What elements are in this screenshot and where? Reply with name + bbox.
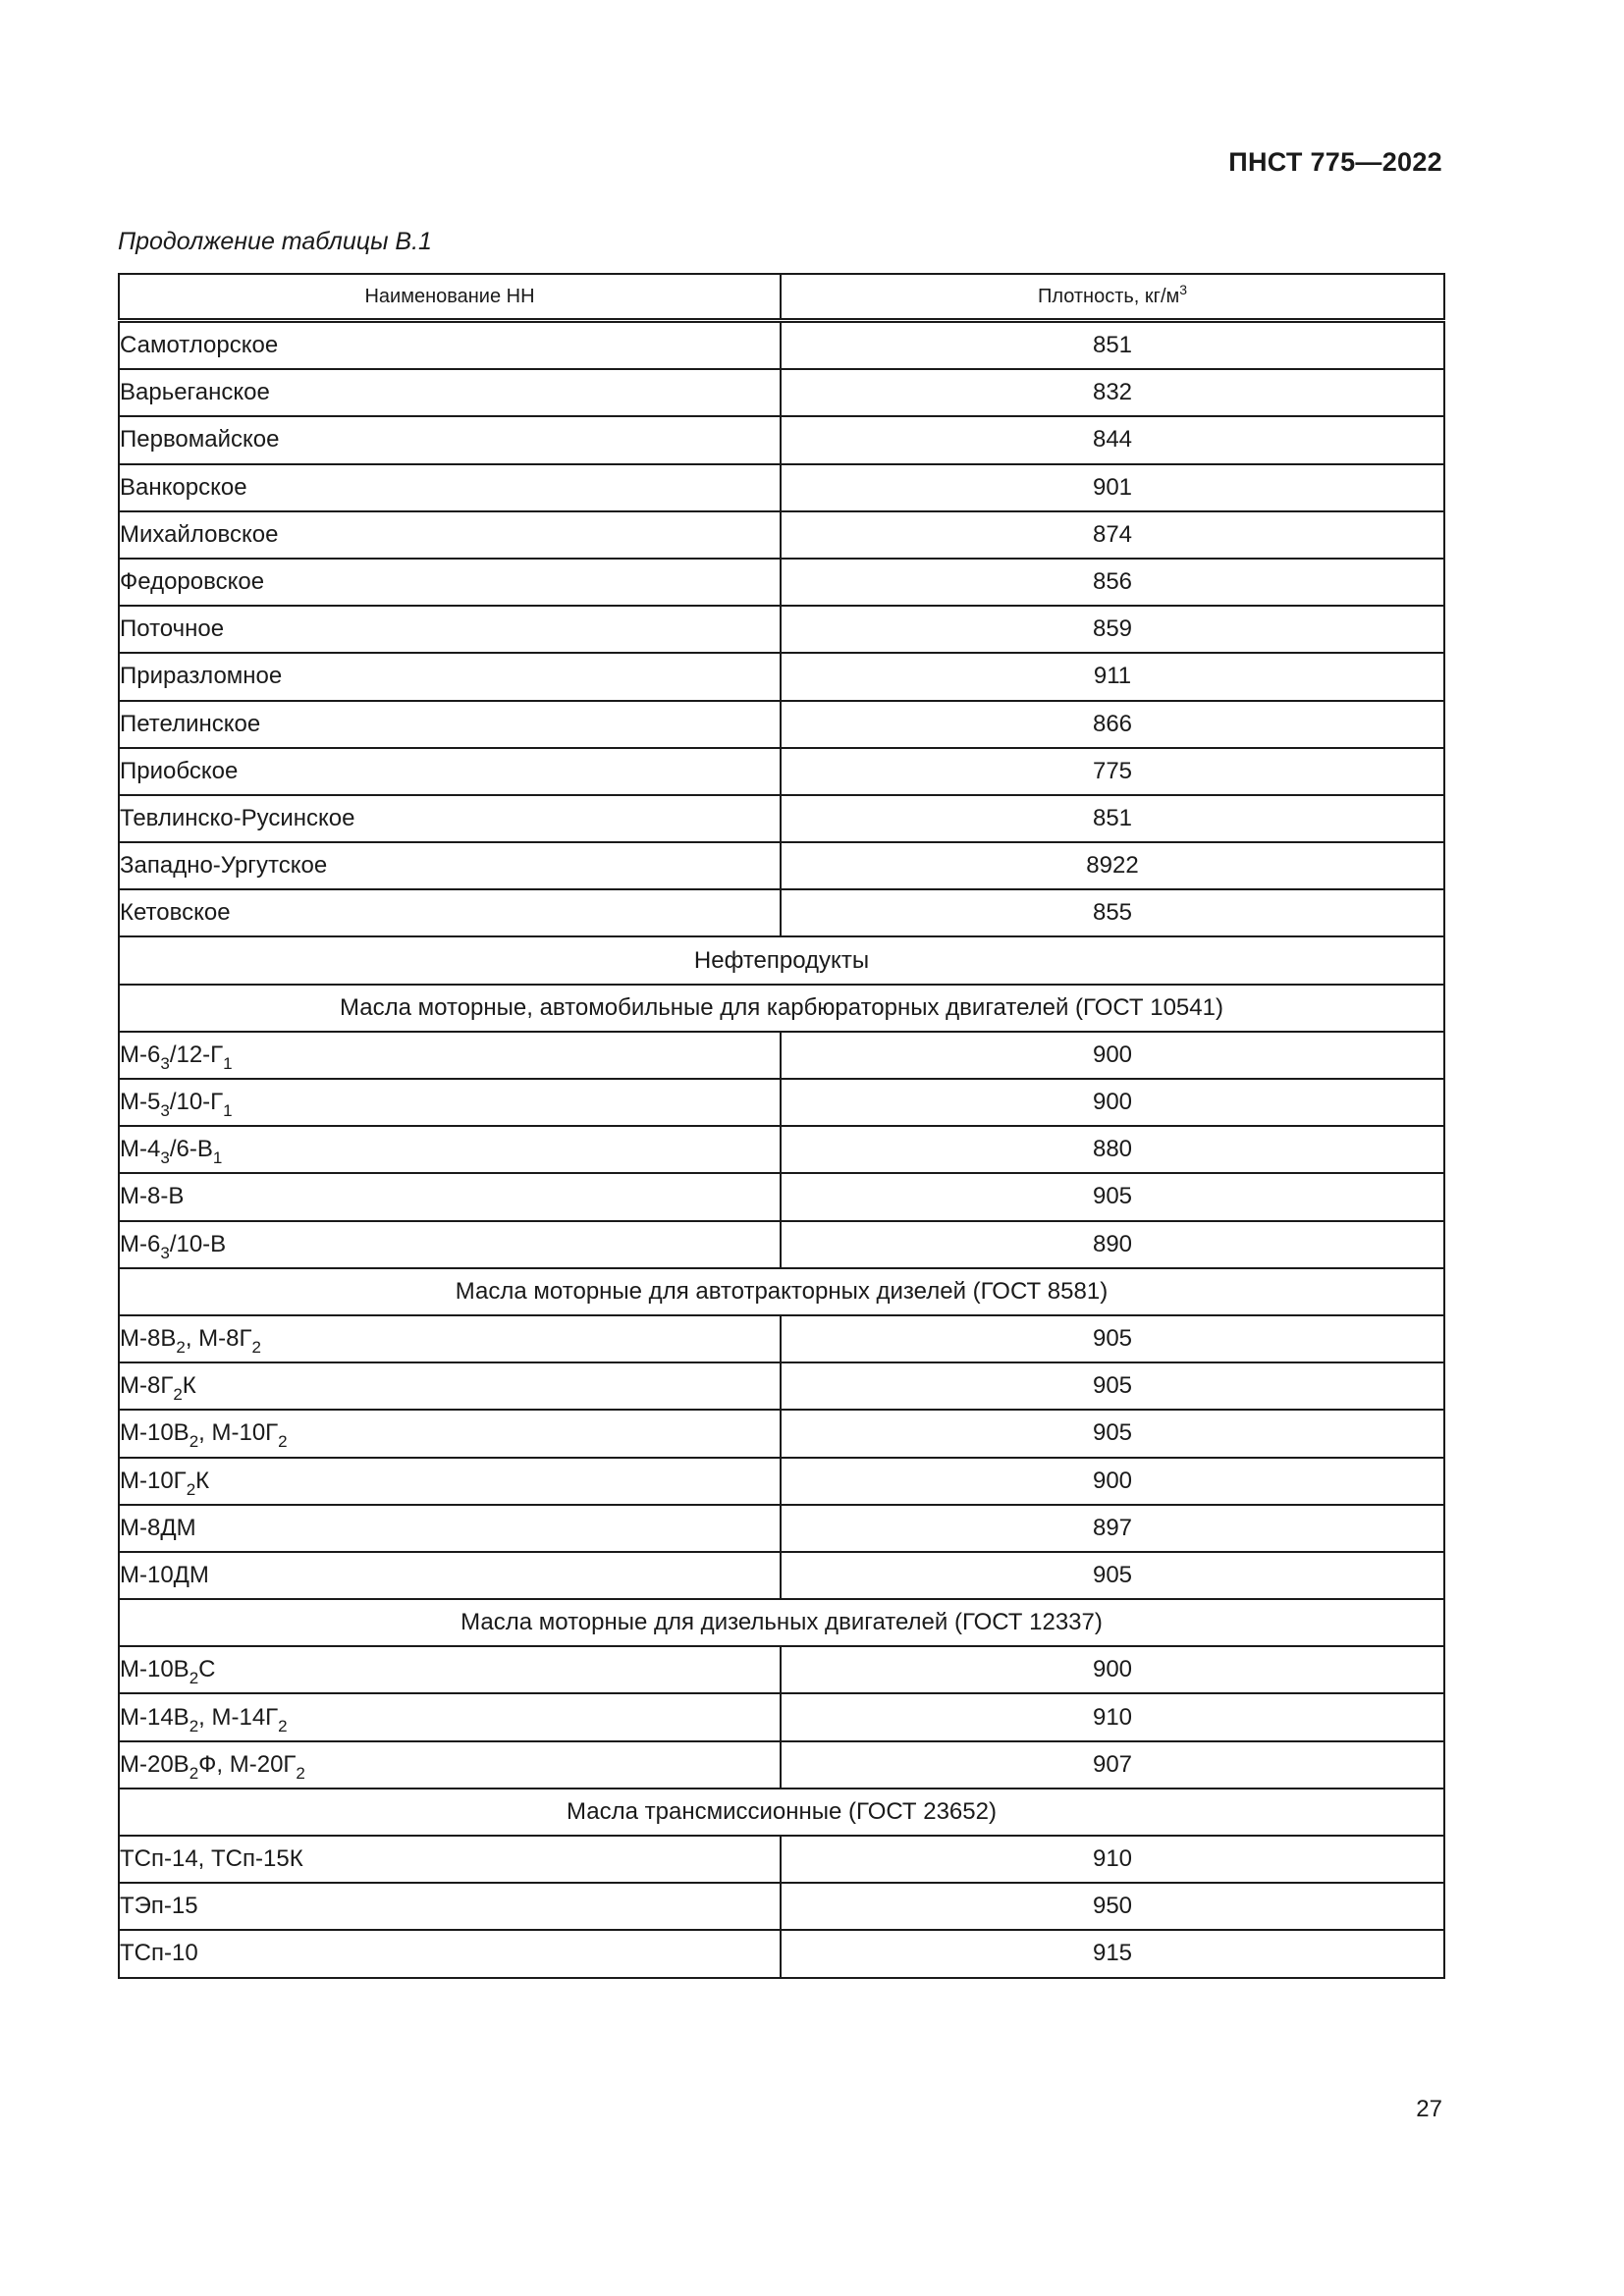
density-table xyxy=(118,273,1445,1979)
density-value-cell: 874 xyxy=(781,511,1444,559)
page-number: 27 xyxy=(1416,2096,1442,2122)
name-subscript: 2 xyxy=(296,1763,305,1783)
density-value-cell: 880 xyxy=(781,1126,1444,1173)
name-subscript: 2 xyxy=(189,1669,199,1688)
name-text: Кетовское xyxy=(120,899,231,927)
product-name-cell xyxy=(119,1552,781,1599)
name-text: Варьеганское xyxy=(120,379,270,406)
density-value-cell: 905 xyxy=(781,1410,1444,1457)
product-name-cell xyxy=(119,1646,781,1693)
product-name-cell xyxy=(119,606,781,653)
name-text: Федоровское xyxy=(120,568,265,596)
table-row xyxy=(119,1646,1444,1693)
name-text: Приразломное xyxy=(120,663,283,690)
name-subscript: 2 xyxy=(186,1479,196,1499)
product-name-cell xyxy=(119,1221,781,1268)
table-row xyxy=(119,1741,1444,1789)
density-value-cell: 855 xyxy=(781,889,1444,936)
table-row xyxy=(119,1458,1444,1505)
table-row xyxy=(119,1362,1444,1410)
product-name-cell xyxy=(119,369,781,416)
table-row xyxy=(119,701,1444,748)
table-row xyxy=(119,1930,1444,1977)
density-value-cell: 866 xyxy=(781,701,1444,748)
density-value-cell: 900 xyxy=(781,1646,1444,1693)
density-value-cell: 832 xyxy=(781,369,1444,416)
name-text: Приобское xyxy=(120,757,239,784)
name-subscript: 2 xyxy=(278,1432,288,1452)
name-text: М-10ДМ xyxy=(120,1561,209,1588)
table-row xyxy=(119,416,1444,463)
section-heading: Масла моторные для дизельных двигателей (ГОСТ 12337) xyxy=(119,1599,1444,1646)
density-value-cell: 905 xyxy=(781,1362,1444,1410)
density-value-cell: 775 xyxy=(781,748,1444,795)
name-subscript: 1 xyxy=(223,1101,233,1121)
name-text: М-4 xyxy=(120,1136,161,1163)
density-value-cell: 844 xyxy=(781,416,1444,463)
product-name-cell xyxy=(119,1458,781,1505)
section-heading: Масла моторные для автотракторных дизелей (ГОСТ 8581) xyxy=(119,1268,1444,1315)
table-row xyxy=(119,1836,1444,1883)
section-row xyxy=(119,1599,1444,1646)
name-text: С xyxy=(198,1656,216,1683)
column-header-name xyxy=(119,274,781,321)
table-row xyxy=(119,748,1444,795)
product-name-cell xyxy=(119,701,781,748)
name-text: ТЭп-15 xyxy=(120,1893,198,1920)
name-text: К xyxy=(182,1372,196,1400)
product-name-cell xyxy=(119,842,781,889)
table-row xyxy=(119,1693,1444,1740)
product-name-cell xyxy=(119,1505,781,1552)
density-value-cell: 911 xyxy=(781,653,1444,700)
table-caption: Продолжение таблицы В.1 xyxy=(118,228,432,255)
name-text: , М-8Г xyxy=(185,1325,252,1353)
product-name-cell xyxy=(119,1693,781,1740)
name-text: /10-В xyxy=(169,1230,227,1257)
name-text: Первомайское xyxy=(120,426,280,454)
column-header-density-unit-exponent: 3 xyxy=(1179,281,1188,297)
name-text: М-8-В xyxy=(120,1183,185,1210)
table-row xyxy=(119,842,1444,889)
name-subscript: 2 xyxy=(189,1432,199,1452)
name-text: /6-В xyxy=(169,1136,213,1163)
section-row xyxy=(119,936,1444,984)
section-row xyxy=(119,985,1444,1032)
density-value-cell: 907 xyxy=(781,1741,1444,1789)
table-row xyxy=(119,606,1444,653)
name-subscript: 1 xyxy=(223,1053,233,1073)
table-row xyxy=(119,1505,1444,1552)
density-value-cell: 901 xyxy=(781,464,1444,511)
name-text: М-14В xyxy=(120,1703,189,1731)
table-row xyxy=(119,511,1444,559)
density-value-cell: 910 xyxy=(781,1693,1444,1740)
section-heading: Масла трансмиссионные (ГОСТ 23652) xyxy=(119,1789,1444,1836)
table-row xyxy=(119,321,1444,370)
table-row xyxy=(119,1883,1444,1930)
product-name-cell xyxy=(119,889,781,936)
name-text: Михайловское xyxy=(120,520,279,548)
name-text: /12-Г xyxy=(169,1041,224,1068)
table-row xyxy=(119,1410,1444,1457)
name-subscript: 2 xyxy=(189,1763,199,1783)
name-text: /10-Г xyxy=(169,1089,224,1116)
product-name-cell xyxy=(119,1741,781,1789)
product-name-cell xyxy=(119,653,781,700)
document-code: ПНСТ 775—2022 xyxy=(1228,147,1442,177)
density-value-cell: 905 xyxy=(781,1173,1444,1220)
name-subscript: 2 xyxy=(278,1716,288,1735)
density-value-cell: 900 xyxy=(781,1079,1444,1126)
column-header-density xyxy=(781,274,1444,321)
density-value-cell: 905 xyxy=(781,1552,1444,1599)
name-subscript: 3 xyxy=(160,1243,170,1262)
name-text: М-8В xyxy=(120,1325,177,1353)
name-text: ТСп-14, ТСп-15К xyxy=(120,1845,303,1873)
table-row xyxy=(119,795,1444,842)
section-row xyxy=(119,1268,1444,1315)
name-text: М-5 xyxy=(120,1089,161,1116)
product-name-cell xyxy=(119,1173,781,1220)
product-name-cell xyxy=(119,1930,781,1977)
name-subscript: 1 xyxy=(212,1148,223,1168)
density-value-cell: 900 xyxy=(781,1032,1444,1079)
name-text: Петелинское xyxy=(120,710,261,737)
name-text: М-10В xyxy=(120,1419,189,1447)
density-value-cell: 8922 xyxy=(781,842,1444,889)
name-text: Тевлинско-Русинское xyxy=(120,804,355,831)
name-text: М-10Г xyxy=(120,1467,187,1494)
product-name-cell xyxy=(119,795,781,842)
product-name-cell xyxy=(119,416,781,463)
density-value-cell: 851 xyxy=(781,795,1444,842)
table-row xyxy=(119,653,1444,700)
table-row xyxy=(119,1552,1444,1599)
density-value-cell: 910 xyxy=(781,1836,1444,1883)
product-name-cell xyxy=(119,1836,781,1883)
table-row xyxy=(119,559,1444,606)
product-name-cell xyxy=(119,559,781,606)
name-text: М-8Г xyxy=(120,1372,174,1400)
table-row xyxy=(119,1315,1444,1362)
product-name-cell xyxy=(119,1079,781,1126)
name-subscript: 2 xyxy=(189,1716,199,1735)
name-subscript: 3 xyxy=(160,1101,170,1121)
product-name-cell xyxy=(119,1032,781,1079)
name-text: М-6 xyxy=(120,1041,161,1068)
name-text: , М-14Г xyxy=(198,1703,279,1731)
name-text: М-10В xyxy=(120,1656,189,1683)
product-name-cell xyxy=(119,1362,781,1410)
name-text: Самотлорское xyxy=(120,332,279,359)
name-text: ТСп-10 xyxy=(120,1940,198,1967)
product-name-cell xyxy=(119,511,781,559)
table-row xyxy=(119,1221,1444,1268)
name-text: Поточное xyxy=(120,615,225,643)
name-text: М-8ДМ xyxy=(120,1514,196,1541)
name-subscript: 2 xyxy=(251,1338,261,1358)
density-value-cell: 856 xyxy=(781,559,1444,606)
product-name-cell xyxy=(119,1126,781,1173)
product-name-cell xyxy=(119,1883,781,1930)
product-name-cell xyxy=(119,321,781,370)
table-row xyxy=(119,369,1444,416)
table-header-row xyxy=(119,274,1444,321)
name-subscript: 2 xyxy=(176,1338,186,1358)
table-row xyxy=(119,1173,1444,1220)
product-name-cell xyxy=(119,748,781,795)
table-row xyxy=(119,1126,1444,1173)
density-value-cell: 851 xyxy=(781,321,1444,370)
table-row xyxy=(119,889,1444,936)
product-name-cell xyxy=(119,1410,781,1457)
density-value-cell: 859 xyxy=(781,606,1444,653)
density-value-cell: 897 xyxy=(781,1505,1444,1552)
section-heading: Масла моторные, автомобильные для карбюраторных двигателей (ГОСТ 10541) xyxy=(119,985,1444,1032)
name-text: М-6 xyxy=(120,1230,161,1257)
table-row xyxy=(119,1032,1444,1079)
column-header-density-label: Плотность, кг/м xyxy=(1037,285,1180,307)
product-name-cell xyxy=(119,464,781,511)
name-text: Ф, М-20Г xyxy=(198,1750,297,1778)
name-text: К xyxy=(195,1467,210,1494)
name-subscript: 2 xyxy=(173,1385,183,1405)
name-text: Западно-Ургутское xyxy=(120,852,328,880)
density-value-cell: 950 xyxy=(781,1883,1444,1930)
table-row xyxy=(119,464,1444,511)
density-value-cell: 890 xyxy=(781,1221,1444,1268)
table-row xyxy=(119,1079,1444,1126)
product-name-cell xyxy=(119,1315,781,1362)
name-text: Ванкорское xyxy=(120,473,247,501)
name-subscript: 3 xyxy=(160,1148,170,1168)
density-value-cell: 900 xyxy=(781,1458,1444,1505)
section-heading: Нефтепродукты xyxy=(119,936,1444,984)
density-value-cell: 905 xyxy=(781,1315,1444,1362)
section-row xyxy=(119,1789,1444,1836)
table-body xyxy=(119,321,1444,1978)
density-value-cell: 915 xyxy=(781,1930,1444,1977)
name-subscript: 3 xyxy=(160,1053,170,1073)
name-text: М-20В xyxy=(120,1750,189,1778)
name-text: , М-10Г xyxy=(198,1419,279,1447)
column-header-name-label: Наименование НН xyxy=(364,285,535,307)
